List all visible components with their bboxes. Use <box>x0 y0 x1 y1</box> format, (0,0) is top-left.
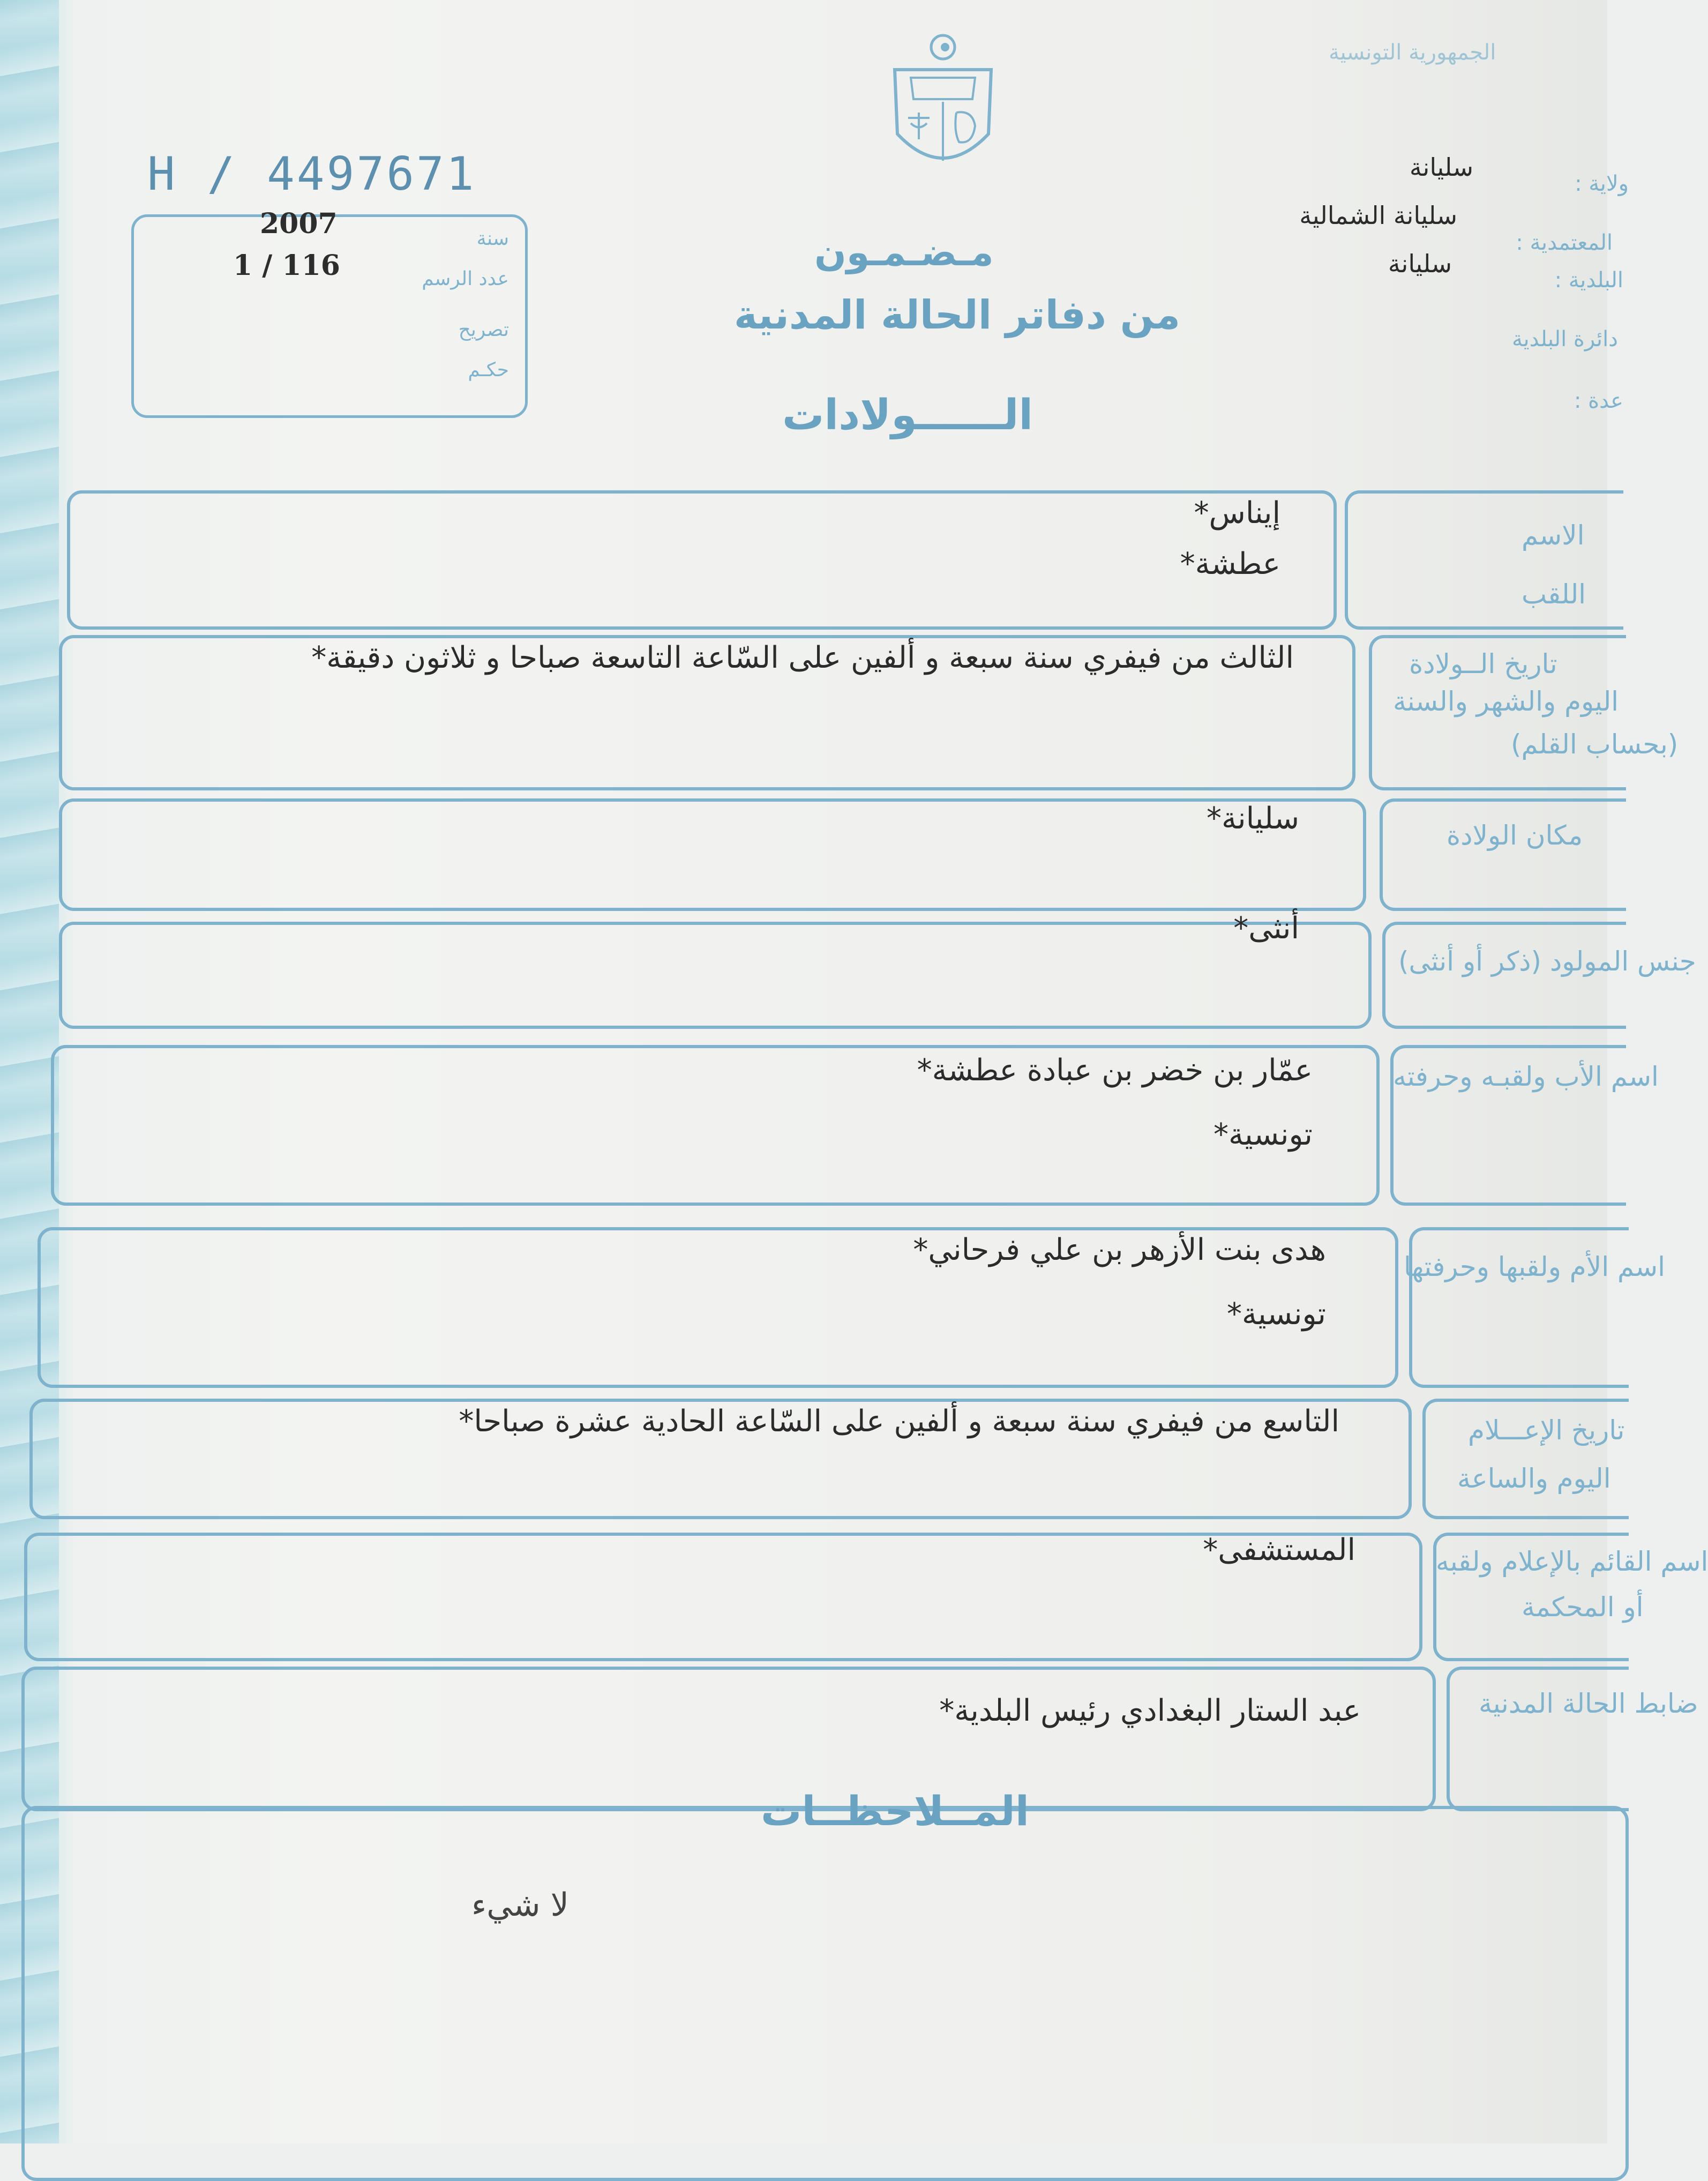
births-title: الــــــولادات <box>782 391 1033 439</box>
number-label: عدة : <box>1574 389 1623 413</box>
delegation-value: سليانة الشمالية <box>1299 201 1457 230</box>
birth-place-field-box <box>59 798 1366 911</box>
governorate-label: ولاية : <box>1575 171 1629 196</box>
serial-number: H / 4497671 <box>147 147 476 201</box>
first-name-label: الاسم <box>1522 520 1585 551</box>
father-label: اسم الأب ولقبـه وحرفته <box>1393 1061 1659 1092</box>
declaration-label: تصريح <box>458 319 509 341</box>
municipality-value: سليانة <box>1388 249 1452 278</box>
register-box <box>131 207 528 418</box>
court-label: أو المحكمة <box>1522 1592 1644 1623</box>
municipal-district-label: دائرة البلدية <box>1512 327 1618 352</box>
register-number: 1 / 116 <box>233 249 340 282</box>
father-name-value: عمّار بن خضر بن عبادة عطشة* <box>917 1053 1313 1088</box>
first-name-value: إيناس* <box>1194 496 1280 531</box>
birth-date-value: الثالث من فيفري سنة سبعة و ألفين على السّاعة التاسعة صباحا و ثلاثون دقيقة* <box>311 640 1294 675</box>
record-number-label: عدد الرسم <box>422 268 509 290</box>
sex-label: جنس المولود (ذكر أو أنثى) <box>1398 946 1696 977</box>
notes-value: لا شيء <box>471 1886 569 1924</box>
sex-value: أنثى* <box>1233 911 1299 946</box>
declaration-date-value: التاسع من فيفري سنة سبعة و ألفين على السّاعة الحادية عشرة صباحا* <box>459 1404 1339 1439</box>
notes-title: المــلاحظــات <box>761 1787 1029 1835</box>
mother-name-value: هدى بنت الأزهر بن علي فرحاني* <box>913 1233 1326 1267</box>
declaration-time-label: اليوم والساعة <box>1457 1463 1611 1494</box>
registers-title: من دفاتر الحالة المدنية <box>734 292 1181 338</box>
birth-place-label-box <box>1380 798 1626 911</box>
delegation-label: المعتمدية : <box>1516 230 1613 255</box>
name-field-box <box>67 490 1337 630</box>
birth-date-note: (بحساب القلم) <box>1511 729 1679 760</box>
mother-nationality-value: تونسية* <box>1227 1297 1326 1332</box>
surname-label: اللقب <box>1522 579 1586 610</box>
tunisia-coat-of-arms-icon <box>879 32 1007 182</box>
declarant-label: اسم القائم بالإعلام ولقبه <box>1436 1546 1708 1577</box>
judgment-label: حكـم <box>468 359 509 381</box>
notes-box <box>21 1806 1629 2181</box>
declaration-date-label: تاريخ الإعـــلام <box>1468 1415 1625 1446</box>
year-label: سنة <box>476 228 509 250</box>
birth-place-value: سليانة* <box>1206 801 1299 836</box>
republic-label: الجمهورية التونسية <box>1329 40 1496 65</box>
officer-field-box <box>21 1667 1436 1811</box>
mother-label: اسم الأم ولقبها وحرفتها <box>1404 1251 1666 1282</box>
officer-label: ضابط الحالة المدنية <box>1479 1688 1698 1719</box>
extract-title: مـضـمـون <box>814 230 994 274</box>
birth-date-label: تاريخ الــولادة <box>1409 648 1557 679</box>
sex-field-box <box>59 922 1372 1029</box>
governorate-value: سليانة <box>1409 153 1473 182</box>
register-year: 2007 <box>260 207 338 240</box>
father-nationality-value: تونسية* <box>1213 1117 1313 1152</box>
birth-place-label: مكان الولادة <box>1447 820 1583 851</box>
declarant-value: المستشفى* <box>1203 1533 1355 1567</box>
municipality-label: البلدية : <box>1554 268 1623 293</box>
officer-value: عبد الستار البغدادي رئيس البلدية* <box>939 1693 1361 1728</box>
surname-value: عطشة* <box>1180 547 1280 581</box>
birth-date-sublabel: اليوم والشهر والسنة <box>1393 686 1619 717</box>
